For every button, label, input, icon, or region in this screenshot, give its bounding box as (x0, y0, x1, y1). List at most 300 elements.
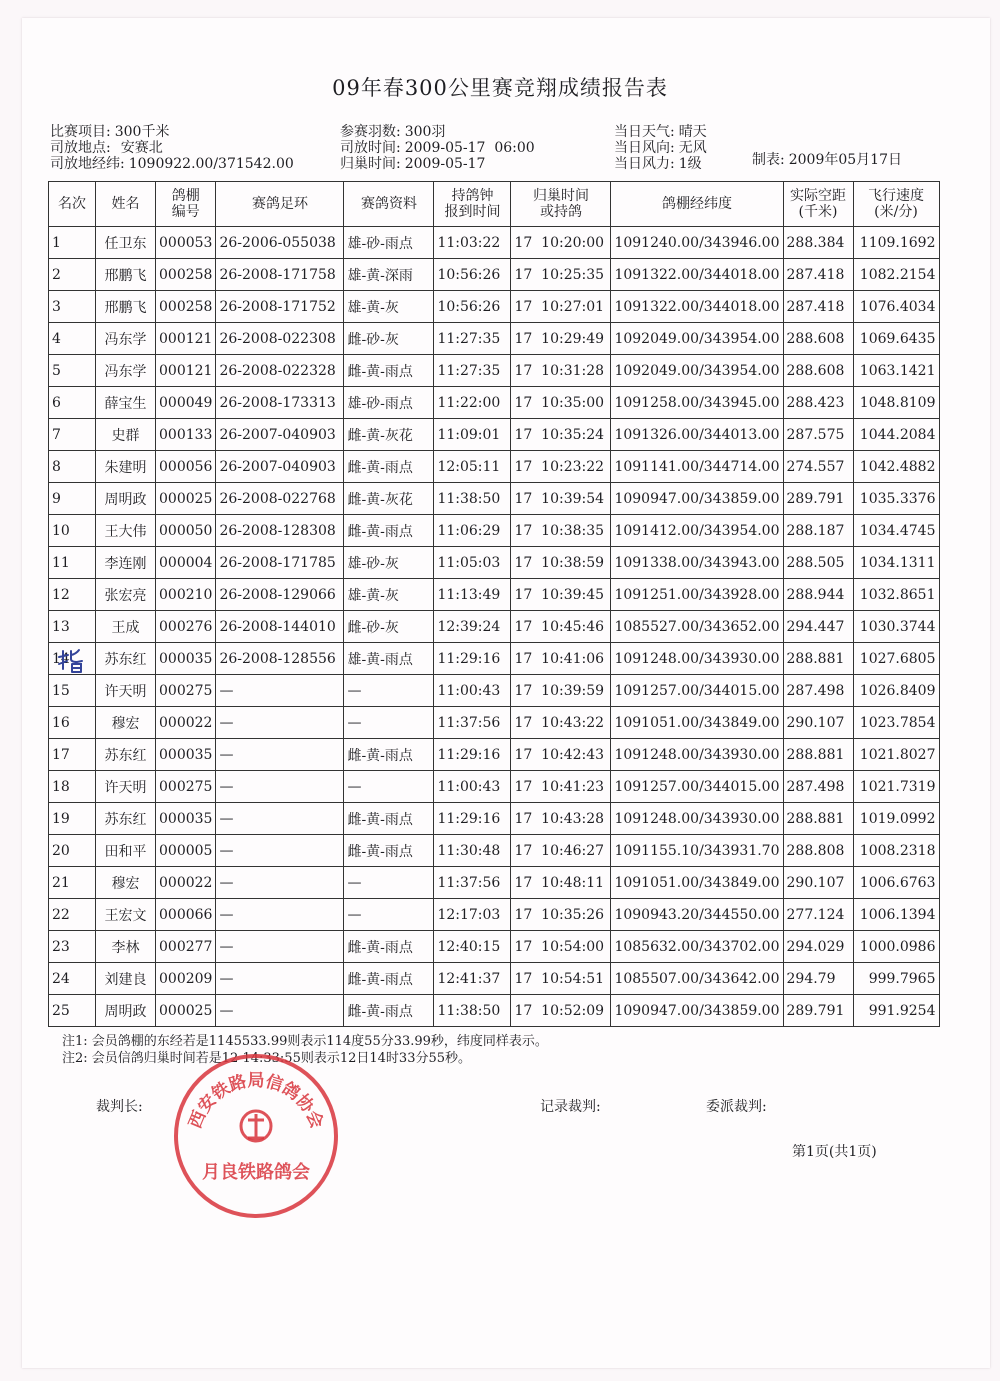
cell-pigeon-info: 雌-黄-雨点 (344, 739, 434, 771)
cell-return-time: 17 10:23:22 (511, 451, 611, 483)
release-time-info (340, 140, 535, 156)
cell-speed: 1021.7319 (853, 771, 939, 803)
cell-name: 穆宏 (96, 707, 156, 739)
cell-coords: 1091248.00/343930.00 (611, 739, 783, 771)
cell-return-time: 17 10:29:49 (511, 323, 611, 355)
cell-loft-id: 000035 (156, 739, 216, 771)
cell-distance: 288.808 (783, 835, 853, 867)
cell-distance: 288.423 (783, 387, 853, 419)
table-row (49, 931, 940, 963)
note-1: 注1: 会员鸽棚的东经若是1145533.99则表示114度55分33.99秒，纬度同样表示。 (62, 1034, 548, 1049)
cell-name: 许天明 (96, 675, 156, 707)
cell-rank: 21 (49, 867, 96, 899)
cell-rank: 4 (49, 323, 96, 355)
cell-distance: 289.791 (783, 483, 853, 515)
cell-coords: 1092049.00/343954.00 (611, 323, 783, 355)
cell-name: 朱建明 (96, 451, 156, 483)
cell-coords: 1090943.20/344550.00 (611, 899, 783, 931)
cell-return-time: 17 10:41:06 (511, 643, 611, 675)
cell-rank: 6 (49, 387, 96, 419)
cell-clock-time: 12:40:15 (434, 931, 511, 963)
cell-name: 李连刚 (96, 547, 156, 579)
cell-clock-time: 11:27:35 (434, 355, 511, 387)
cell-ring: — (216, 771, 344, 803)
referee-chief-label: 裁判长: (96, 1099, 143, 1115)
col-header-ring: 赛鸽足环 (216, 182, 344, 227)
weather-label: 当日天气: (614, 124, 675, 140)
cell-name: 苏东红 (96, 739, 156, 771)
cell-speed: 1048.8109 (853, 387, 939, 419)
cell-name: 苏东红 (96, 643, 156, 675)
wind-force-info (614, 156, 702, 172)
cell-coords: 1091412.00/343954.00 (611, 515, 783, 547)
cell-pigeon-info: 雄-黄-灰 (344, 579, 434, 611)
cell-pigeon-info: 雌-黄-雨点 (344, 515, 434, 547)
cell-distance: 277.124 (783, 899, 853, 931)
cell-distance: 288.505 (783, 547, 853, 579)
cell-pigeon-info: 雌-黄-雨点 (344, 995, 434, 1027)
cell-return-time: 17 10:39:59 (511, 675, 611, 707)
cell-return-time: 17 10:39:45 (511, 579, 611, 611)
cell-distance: 274.557 (783, 451, 853, 483)
cell-rank: 1 (49, 227, 96, 259)
cell-rank: 17 (49, 739, 96, 771)
prepared-value: 2009年05月17日 (788, 152, 902, 168)
cell-ring: — (216, 899, 344, 931)
wind-dir-value: 无风 (678, 140, 707, 156)
cell-return-time: 17 10:52:09 (511, 995, 611, 1027)
cell-distance: 288.881 (783, 803, 853, 835)
release-site-label: 司放地点: (50, 140, 111, 156)
table-row (49, 739, 940, 771)
cell-return-time: 17 10:48:11 (511, 867, 611, 899)
cell-loft-id: 000066 (156, 899, 216, 931)
cell-speed: 1069.6435 (853, 323, 939, 355)
cell-pigeon-info: 雄-黄-灰 (344, 291, 434, 323)
cell-name: 穆宏 (96, 867, 156, 899)
cell-ring: 26-2008-129066 (216, 579, 344, 611)
table-row (49, 259, 940, 291)
page-title: 09年春300公里赛竞翔成绩报告表 (332, 76, 668, 100)
official-stamp-icon (172, 1052, 340, 1220)
cell-rank: 20 (49, 835, 96, 867)
release-coords-label: 司放地经纬: (50, 156, 125, 172)
cell-return-time: 17 10:38:35 (511, 515, 611, 547)
cell-distance: 294.79 (783, 963, 853, 995)
cell-name: 王成 (96, 611, 156, 643)
cell-name: 周明政 (96, 483, 156, 515)
cell-name: 刘建良 (96, 963, 156, 995)
cell-rank: 19 (49, 803, 96, 835)
cell-rank: 18 (49, 771, 96, 803)
cell-loft-id: 000258 (156, 259, 216, 291)
cell-coords: 1091326.00/344013.00 (611, 419, 783, 451)
cell-speed: 1026.8409 (853, 675, 939, 707)
cell-rank: 22 (49, 899, 96, 931)
cell-pigeon-info: 雌-黄-雨点 (344, 803, 434, 835)
entries-label: 参赛羽数: (340, 124, 401, 140)
cell-rank: 11 (49, 547, 96, 579)
cell-return-time: 17 10:35:24 (511, 419, 611, 451)
return-time-label: 归巢时间: (340, 156, 401, 172)
cell-pigeon-info: 雌-砂-灰 (344, 323, 434, 355)
handwritten-mark-icon (57, 645, 87, 675)
cell-pigeon-info: — (344, 771, 434, 803)
cell-clock-time: 11:27:35 (434, 323, 511, 355)
cell-ring: — (216, 931, 344, 963)
cell-speed: 1006.1394 (853, 899, 939, 931)
cell-pigeon-info: 雌-黄-雨点 (344, 355, 434, 387)
cell-rank: 23 (49, 931, 96, 963)
table-row (49, 643, 940, 675)
cell-pigeon-info: 雌-黄-灰花 (344, 419, 434, 451)
cell-pigeon-info: 雌-黄-灰花 (344, 483, 434, 515)
cell-clock-time: 11:03:22 (434, 227, 511, 259)
cell-coords: 1091257.00/344015.00 (611, 771, 783, 803)
wind-force-label: 当日风力: (614, 156, 675, 172)
cell-ring: 26-2008-022768 (216, 483, 344, 515)
cell-coords: 1091141.00/344714.00 (611, 451, 783, 483)
cell-rank: 5 (49, 355, 96, 387)
col-header-speed: 飞行速度 (米/分) (853, 182, 939, 227)
cell-clock-time: 12:41:37 (434, 963, 511, 995)
cell-rank: 14 (49, 643, 96, 675)
cell-loft-id: 000209 (156, 963, 216, 995)
table-row (49, 963, 940, 995)
cell-ring: — (216, 867, 344, 899)
cell-name: 田和平 (96, 835, 156, 867)
cell-rank: 10 (49, 515, 96, 547)
table-row (49, 451, 940, 483)
release-coords-info (50, 156, 294, 172)
cell-speed: 1042.4882 (853, 451, 939, 483)
table-row (49, 899, 940, 931)
cell-pigeon-info: — (344, 675, 434, 707)
cell-loft-id: 000025 (156, 995, 216, 1027)
cell-clock-time: 11:00:43 (434, 675, 511, 707)
cell-return-time: 17 10:31:28 (511, 355, 611, 387)
cell-rank: 8 (49, 451, 96, 483)
cell-clock-time: 10:56:26 (434, 259, 511, 291)
cell-return-time: 17 10:35:00 (511, 387, 611, 419)
cell-speed: 1035.3376 (853, 483, 939, 515)
cell-pigeon-info: 雌-黄-雨点 (344, 835, 434, 867)
cell-clock-time: 11:06:29 (434, 515, 511, 547)
cell-distance: 289.791 (783, 995, 853, 1027)
cell-clock-time: 12:17:03 (434, 899, 511, 931)
cell-distance: 290.107 (783, 707, 853, 739)
cell-rank: 16 (49, 707, 96, 739)
table-row (49, 803, 940, 835)
cell-loft-id: 000121 (156, 355, 216, 387)
cell-rank: 15 (49, 675, 96, 707)
cell-coords: 1091240.00/343946.00 (611, 227, 783, 259)
cell-clock-time: 11:22:00 (434, 387, 511, 419)
cell-loft-id: 000258 (156, 291, 216, 323)
cell-loft-id: 000121 (156, 323, 216, 355)
cell-loft-id: 000025 (156, 483, 216, 515)
cell-speed: 1044.2084 (853, 419, 939, 451)
col-header-return-time: 归巢时间 或持鸽 (511, 182, 611, 227)
cell-ring: 26-2008-144010 (216, 611, 344, 643)
cell-ring: 26-2008-022328 (216, 355, 344, 387)
cell-rank: 7 (49, 419, 96, 451)
cell-ring: 26-2006-055038 (216, 227, 344, 259)
event-label: 比赛项目: (50, 124, 111, 140)
cell-clock-time: 11:38:50 (434, 483, 511, 515)
cell-rank: 24 (49, 963, 96, 995)
cell-speed: 999.7965 (853, 963, 939, 995)
entries-value: 300羽 (404, 124, 446, 140)
cell-loft-id: 000035 (156, 803, 216, 835)
cell-distance: 294.447 (783, 611, 853, 643)
cell-coords: 1091322.00/344018.00 (611, 259, 783, 291)
cell-speed: 1032.8651 (853, 579, 939, 611)
cell-rank: 9 (49, 483, 96, 515)
cell-coords: 1091257.00/344015.00 (611, 675, 783, 707)
cell-rank: 13 (49, 611, 96, 643)
cell-speed: 1109.1692 (853, 227, 939, 259)
cell-clock-time: 11:30:48 (434, 835, 511, 867)
cell-ring: — (216, 803, 344, 835)
col-header-pigeon-info: 赛鸽资料 (344, 182, 434, 227)
cell-ring: — (216, 835, 344, 867)
cell-loft-id: 000050 (156, 515, 216, 547)
col-header-loft-id: 鸽棚 编号 (156, 182, 216, 227)
cell-speed: 1082.2154 (853, 259, 939, 291)
release-site-value: 安赛北 (120, 140, 163, 156)
cell-return-time: 17 10:45:46 (511, 611, 611, 643)
cell-pigeon-info: — (344, 867, 434, 899)
release-site-info (50, 140, 163, 156)
cell-speed: 1030.3744 (853, 611, 939, 643)
cell-ring: — (216, 707, 344, 739)
cell-speed: 1019.0992 (853, 803, 939, 835)
cell-speed: 1023.7854 (853, 707, 939, 739)
cell-ring: 26-2008-171752 (216, 291, 344, 323)
wind-force-value: 1级 (678, 156, 702, 172)
cell-coords: 1091248.00/343930.00 (611, 803, 783, 835)
cell-loft-id: 000275 (156, 675, 216, 707)
table-row (49, 227, 940, 259)
cell-speed: 1008.2318 (853, 835, 939, 867)
cell-name: 邢鹏飞 (96, 259, 156, 291)
event-value: 300千米 (114, 124, 170, 140)
wind-dir-label: 当日风向: (614, 140, 675, 156)
cell-clock-time: 11:37:56 (434, 867, 511, 899)
results-table (48, 181, 940, 1027)
cell-return-time: 17 10:43:22 (511, 707, 611, 739)
prepared-info (752, 152, 902, 168)
cell-ring: 26-2007-040903 (216, 451, 344, 483)
cell-ring: 26-2007-040903 (216, 419, 344, 451)
cell-clock-time: 11:37:56 (434, 707, 511, 739)
cell-name: 薛宝生 (96, 387, 156, 419)
cell-ring: 26-2008-022308 (216, 323, 344, 355)
cell-clock-time: 11:13:49 (434, 579, 511, 611)
cell-coords: 1090947.00/343859.00 (611, 483, 783, 515)
cell-ring: 26-2008-128556 (216, 643, 344, 675)
cell-rank: 25 (49, 995, 96, 1027)
table-row (49, 387, 940, 419)
cell-return-time: 17 10:39:54 (511, 483, 611, 515)
cell-pigeon-info: 雄-砂-雨点 (344, 227, 434, 259)
cell-ring: — (216, 963, 344, 995)
cell-coords: 1091258.00/343945.00 (611, 387, 783, 419)
cell-name: 王大伟 (96, 515, 156, 547)
cell-rank: 12 (49, 579, 96, 611)
cell-speed: 1063.1421 (853, 355, 939, 387)
cell-pigeon-info: 雄-黄-深雨 (344, 259, 434, 291)
cell-distance: 290.107 (783, 867, 853, 899)
cell-speed: 1021.8027 (853, 739, 939, 771)
cell-clock-time: 11:09:01 (434, 419, 511, 451)
table-row (49, 867, 940, 899)
cell-ring: 26-2008-171758 (216, 259, 344, 291)
cell-clock-time: 11:29:16 (434, 643, 511, 675)
cell-loft-id: 000005 (156, 835, 216, 867)
cell-name: 张宏亮 (96, 579, 156, 611)
cell-pigeon-info: — (344, 899, 434, 931)
cell-ring: — (216, 739, 344, 771)
cell-coords: 1091251.00/343928.00 (611, 579, 783, 611)
table-row (49, 419, 940, 451)
cell-distance: 288.608 (783, 355, 853, 387)
cell-distance: 288.187 (783, 515, 853, 547)
cell-loft-id: 000004 (156, 547, 216, 579)
cell-speed: 1006.6763 (853, 867, 939, 899)
cell-name: 冯东学 (96, 323, 156, 355)
cell-pigeon-info: 雄-黄-雨点 (344, 643, 434, 675)
cell-clock-time: 12:39:24 (434, 611, 511, 643)
cell-loft-id: 000053 (156, 227, 216, 259)
cell-return-time: 17 10:27:01 (511, 291, 611, 323)
table-row (49, 547, 940, 579)
cell-coords: 1091051.00/343849.00 (611, 707, 783, 739)
cell-clock-time: 11:00:43 (434, 771, 511, 803)
col-header-distance: 实际空距 (千米) (783, 182, 853, 227)
cell-name: 任卫东 (96, 227, 156, 259)
cell-clock-time: 11:29:16 (434, 803, 511, 835)
cell-coords: 1091322.00/344018.00 (611, 291, 783, 323)
cell-name: 周明政 (96, 995, 156, 1027)
cell-ring: 26-2008-173313 (216, 387, 344, 419)
cell-clock-time: 11:05:03 (434, 547, 511, 579)
cell-ring: 26-2008-128308 (216, 515, 344, 547)
col-header-clock-time: 持鸽钟 报到时间 (434, 182, 511, 227)
col-header-coords: 鸽棚经纬度 (611, 182, 783, 227)
table-row (49, 675, 940, 707)
cell-speed: 1034.4745 (853, 515, 939, 547)
cell-return-time: 17 10:54:00 (511, 931, 611, 963)
release-time-label: 司放时间: (340, 140, 401, 156)
cell-pigeon-info: 雄-砂-灰 (344, 547, 434, 579)
cell-coords: 1085527.00/343652.00 (611, 611, 783, 643)
cell-distance: 287.418 (783, 291, 853, 323)
cell-name: 冯东学 (96, 355, 156, 387)
cell-loft-id: 000276 (156, 611, 216, 643)
cell-distance: 288.608 (783, 323, 853, 355)
cell-ring: — (216, 995, 344, 1027)
cell-speed: 1076.4034 (853, 291, 939, 323)
table-row (49, 707, 940, 739)
cell-loft-id: 000049 (156, 387, 216, 419)
cell-name: 邢鹏飞 (96, 291, 156, 323)
cell-clock-time: 10:56:26 (434, 291, 511, 323)
release-time-value: 2009-05-17 06:00 (404, 140, 535, 156)
cell-distance: 288.881 (783, 643, 853, 675)
col-header-name: 姓名 (96, 182, 156, 227)
cell-loft-id: 000277 (156, 931, 216, 963)
table-row (49, 291, 940, 323)
cell-rank: 3 (49, 291, 96, 323)
cell-loft-id: 000022 (156, 707, 216, 739)
recording-referee-label: 记录裁判: (540, 1099, 601, 1115)
stamp-inner-text: 月良铁路鸽会 (202, 1162, 310, 1183)
cell-coords: 1090947.00/343859.00 (611, 995, 783, 1027)
return-time-value: 2009-05-17 (404, 156, 486, 172)
cell-speed: 1027.6805 (853, 643, 939, 675)
cell-return-time: 17 10:41:23 (511, 771, 611, 803)
cell-ring: — (216, 675, 344, 707)
cell-distance: 287.418 (783, 259, 853, 291)
cell-coords: 1085632.00/343702.00 (611, 931, 783, 963)
cell-return-time: 17 10:25:35 (511, 259, 611, 291)
cell-distance: 287.575 (783, 419, 853, 451)
cell-speed: 991.9254 (853, 995, 939, 1027)
page-info: 第1页(共1页) (792, 1144, 877, 1160)
entries-info (340, 124, 445, 140)
cell-distance: 288.384 (783, 227, 853, 259)
table-row (49, 771, 940, 803)
cell-coords: 1091051.00/343849.00 (611, 867, 783, 899)
table-row (49, 515, 940, 547)
table-body (49, 227, 940, 1027)
cell-clock-time: 11:29:16 (434, 739, 511, 771)
cell-loft-id: 000210 (156, 579, 216, 611)
cell-name: 李林 (96, 931, 156, 963)
cell-return-time: 17 10:42:43 (511, 739, 611, 771)
cell-speed: 1000.0986 (853, 931, 939, 963)
cell-loft-id: 000022 (156, 867, 216, 899)
cell-return-time: 17 10:20:00 (511, 227, 611, 259)
cell-coords: 1092049.00/343954.00 (611, 355, 783, 387)
stamp-outer-text: 西安铁路局信鸽协会 (185, 1071, 327, 1132)
cell-loft-id: 000133 (156, 419, 216, 451)
cell-pigeon-info: 雄-砂-雨点 (344, 387, 434, 419)
cell-clock-time: 11:38:50 (434, 995, 511, 1027)
cell-clock-time: 12:05:11 (434, 451, 511, 483)
event-info (50, 124, 169, 140)
cell-loft-id: 000035 (156, 643, 216, 675)
table-row (49, 483, 940, 515)
wind-dir-info (614, 140, 707, 156)
cell-distance: 294.029 (783, 931, 853, 963)
cell-coords: 1091155.10/343931.70 (611, 835, 783, 867)
note-2: 注2: 会员信鸽归巢时间若是12 14:33:55则表示12日14时33分55秒。 (62, 1051, 472, 1066)
cell-return-time: 17 10:35:26 (511, 899, 611, 931)
delegated-referee-label: 委派裁判: (706, 1099, 767, 1115)
cell-name: 许天明 (96, 771, 156, 803)
return-time-info (340, 156, 485, 172)
weather-value: 晴天 (678, 124, 707, 140)
table-header-row (49, 182, 940, 227)
cell-distance: 288.944 (783, 579, 853, 611)
weather-info (614, 124, 707, 140)
table-row (49, 355, 940, 387)
cell-pigeon-info: — (344, 707, 434, 739)
cell-loft-id: 000275 (156, 771, 216, 803)
